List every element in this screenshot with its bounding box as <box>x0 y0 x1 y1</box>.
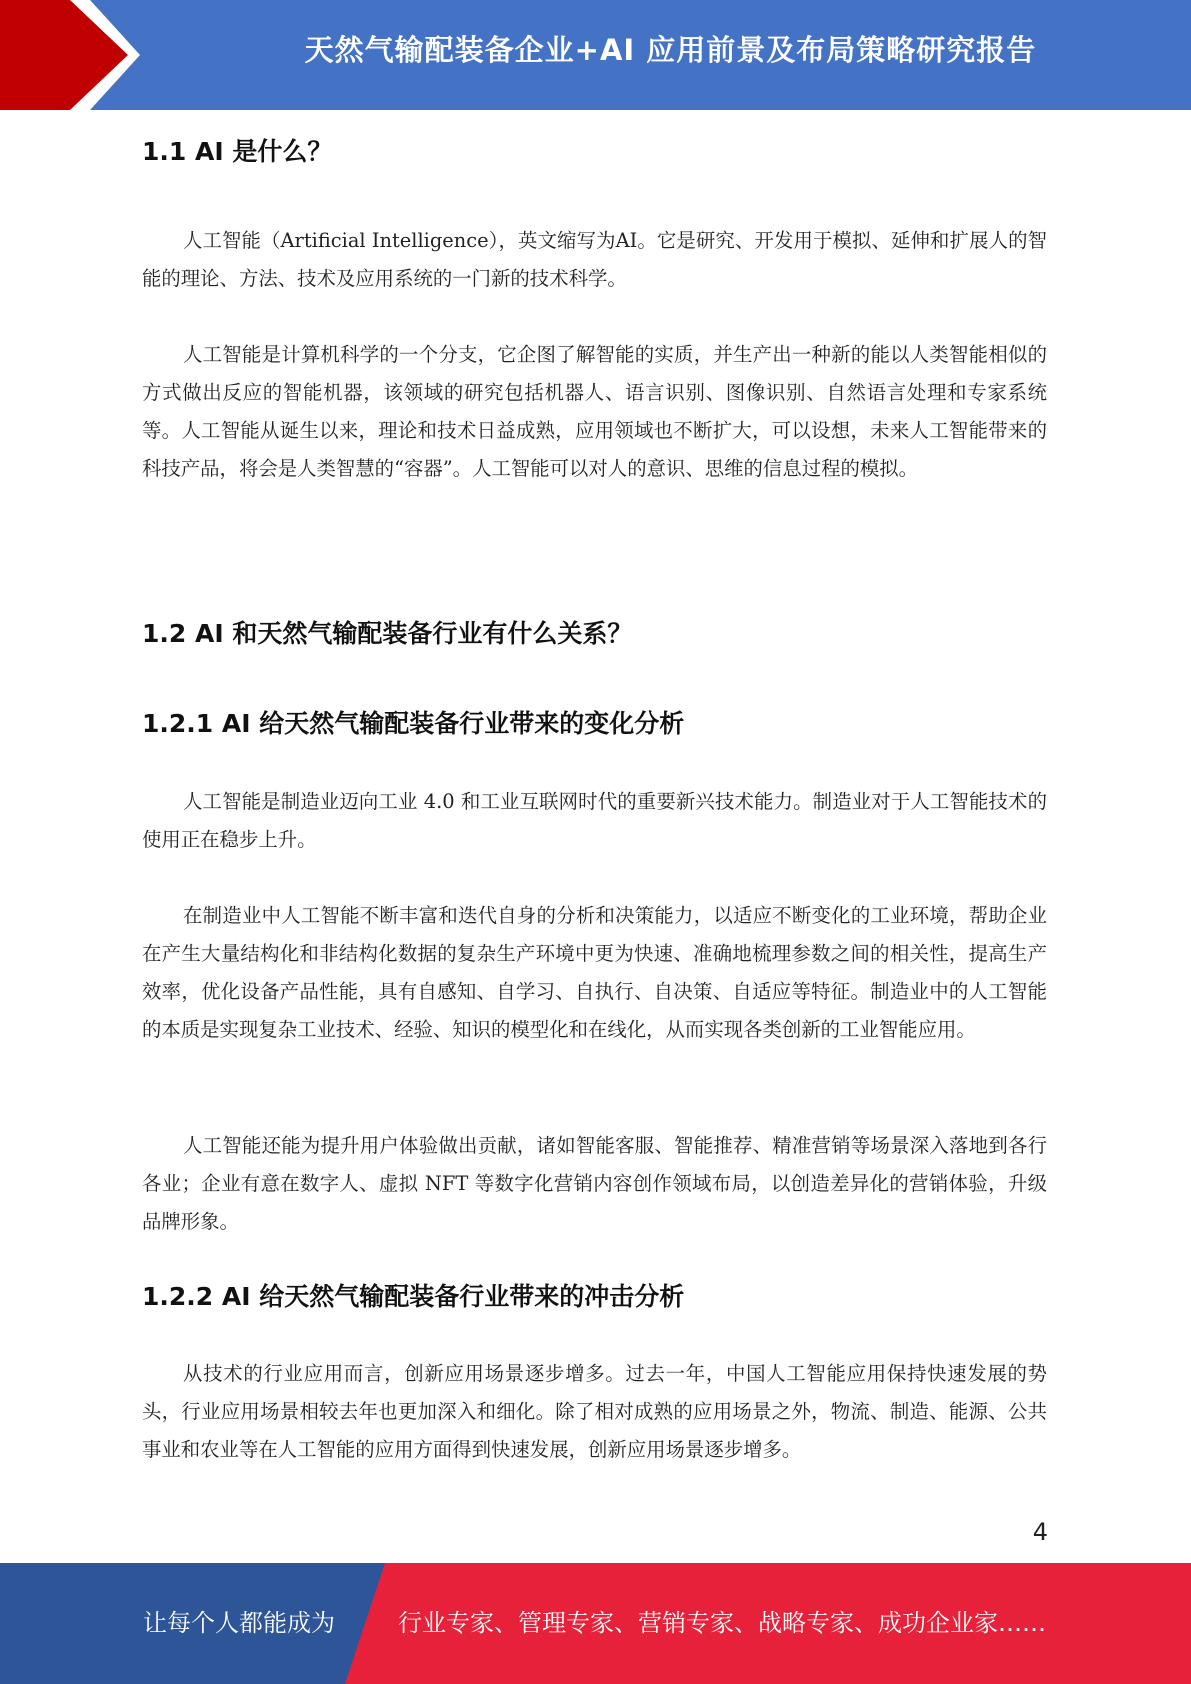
page-number: 4 <box>1032 1518 1048 1546</box>
paragraph: 人工智能还能为提升用户体验做出贡献，诸如智能客服、智能推荐、精准营销等场景深入落地到各行各业；企业有意在数字人、虚拟 NFT 等数字化营销内容创作领域布局，以创造差异化的营销体验，升级品牌形象。 <box>142 1134 1047 1233</box>
paragraph: 人工智能（Artificial Intelligence），英文缩写为AI。它是研究、开发用于模拟、延伸和扩展人的智能的理论、方法、技术及应用系统的一门新的技术科学。 <box>142 229 1047 290</box>
footer-banner <box>0 1563 1191 1684</box>
heading-1-2-2: 1.2.2 AI 给天然气输配装备行业带来的冲击分析 <box>142 1282 685 1311</box>
document-title: 天然气输配装备企业+AI 应用前景及布局策略研究报告 <box>304 33 1037 67</box>
heading-1-2: 1.2 AI 和天然气输配装备行业有什么关系？ <box>142 619 633 648</box>
heading-1-2-1: 1.2.1 AI 给天然气输配装备行业带来的变化分析 <box>142 709 685 738</box>
footer-slogan-right: 行业专家、管理专家、营销专家、战略专家、成功企业家…… <box>398 1609 1046 1637</box>
heading-1-1: 1.1 AI 是什么？ <box>142 137 333 166</box>
paragraph: 在制造业中人工智能不断丰富和迭代自身的分析和决策能力，以适应不断变化的工业环境，帮助企业在产生大量结构化和非结构化数据的复杂生产环境中更为快速、准确地梳理参数之间的相关性，提高生产效率，优化设备产品性能，具有自感知、自学习、自执行、自决策、自适应等特征。制造业中的人工智能的本质是实现复杂工业技术、经验、知识的模型化和在线化，从而实现各类创新的工业智能应用。 <box>142 904 1047 1041</box>
header-banner <box>0 0 1191 110</box>
paragraph: 人工智能是制造业迈向工业 4.0 和工业互联网时代的重要新兴技术能力。制造业对于人工智能技术的使用正在稳步上升。 <box>142 790 1047 851</box>
footer-slogan-left: 让每个人都能成为 <box>143 1609 335 1637</box>
paragraph: 人工智能是计算机科学的一个分支，它企图了解智能的实质，并生产出一种新的能以人类智能相似的方式做出反应的智能机器，该领域的研究包括机器人、语言识别、图像识别、自然语言处理和专家系统等。人工智能从诞生以来，理论和技术日益成熟，应用领域也不断扩大，可以设想，未来人工智能带来的科技产品，将会是人类智慧的“容器”。人工智能可以对人的意识、思维的信息过程的模拟。 <box>142 343 1047 480</box>
paragraph: 从技术的行业应用而言，创新应用场景逐步增多。过去一年，中国人工智能应用保持快速发展的势头，行业应用场景相较去年也更加深入和细化。除了相对成熟的应用场景之外，物流、制造、能源、公共事业和农业等在人工智能的应用方面得到快速发展，创新应用场景逐步增多。 <box>142 1362 1047 1461</box>
